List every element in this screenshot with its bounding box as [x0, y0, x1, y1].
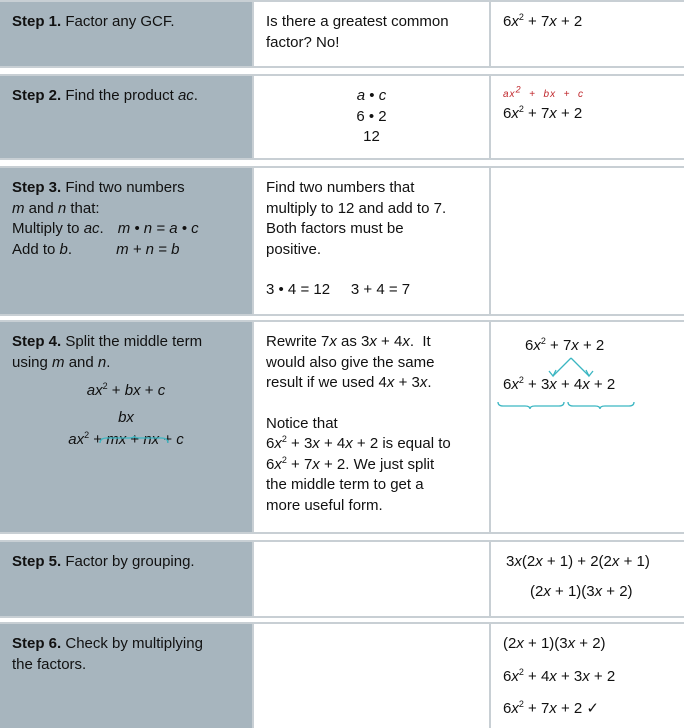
step-4-example-cell	[491, 322, 684, 532]
step-3-example-cell	[491, 168, 684, 314]
step-2-row	[0, 74, 684, 160]
step-6-row	[0, 622, 684, 728]
step-1-explanation-line: factor? No!	[266, 33, 340, 51]
step-3-explanation-cell	[252, 168, 491, 314]
step-3-line-2: m and n that:	[12, 199, 100, 217]
step-3-line-3: Multiply to ac. m • n = a • c	[12, 220, 199, 237]
step-4-row	[0, 320, 684, 534]
step-2-expression: $6x^2 + 7x + 2$	[503, 104, 583, 122]
step-6-text-2: the factors.	[12, 655, 87, 673]
step-6-result: $6x^2 + 7x + 2$ ✓	[503, 699, 599, 717]
step-1-text: Factor any GCF.	[65, 13, 175, 30]
checkmark-icon: ✓	[586, 700, 599, 717]
step-4-bx-label: bx	[118, 408, 134, 426]
step-1-label-cell	[0, 2, 252, 66]
step-6-label-cell	[0, 624, 252, 728]
step-2-product-expr: a • c	[356, 87, 387, 104]
step-5-factored-expression: (2x + 1)(3x + 2)	[530, 582, 633, 600]
step-3-explanation-line: multiply to 12 and add to 7.	[266, 199, 447, 217]
step-3-number: Step 3.	[12, 179, 62, 196]
step-5-label-cell	[0, 542, 252, 616]
step-4-explanation-line: result if we used 4x + 3x.	[266, 374, 432, 391]
step-6-number: Step 6.	[12, 635, 62, 652]
step-6-factors: (2x + 1)(3x + 2)	[503, 635, 606, 652]
step-4-explanation-line: Rewrite 7x as 3x + 4x. It	[266, 333, 431, 350]
step-3-row	[0, 166, 684, 316]
step-4-general-form: $ax^2$ + bx + c	[86, 381, 166, 399]
step-5-explanation-cell	[252, 542, 491, 616]
step-4-explanation-line: would also give the same	[266, 353, 435, 371]
step-4-brace-icon	[99, 436, 169, 444]
step-1-explanation-cell	[252, 2, 491, 66]
step-4-explanation-cell	[252, 322, 491, 532]
step-3-label-cell	[0, 168, 252, 314]
step-4-split-arrows-icon	[541, 356, 601, 378]
step-4-explanation-line: Notice that	[266, 414, 338, 432]
step-2-explanation-cell	[252, 76, 491, 158]
step-2-product-values: 6 • 2	[356, 107, 387, 125]
step-2-label-cell: Step 2. Find the product ac.	[0, 76, 252, 158]
step-2-variable: ac	[177, 87, 194, 104]
step-3-line-4: Add to b. m + n = b	[12, 240, 180, 258]
step-4-explanation-line: more useful form.	[266, 496, 383, 514]
step-4-original-expression: $6x^2 + 7x + 2$	[525, 336, 605, 354]
step-5-example-cell	[491, 542, 684, 616]
step-3-text: Find two numbers	[65, 179, 185, 196]
step-4-explanation-line: the middle term to get a	[266, 476, 424, 493]
step-4-split-form: $ax^2$ + mx + nx + c	[68, 430, 184, 448]
step-5-number: Step 5.	[12, 553, 62, 570]
step-4-grouping-brace-icon	[497, 400, 637, 410]
step-1-number: Step 1.	[12, 13, 62, 30]
step-3-explanation-line: Find two numbers that	[266, 179, 415, 196]
step-6-text: Check by multiplying	[65, 635, 203, 652]
step-2-product-result: 12	[363, 128, 380, 145]
step-1-example-cell	[491, 2, 684, 66]
step-6-expanded: $6x^2 + 4x + 3x + 2$	[503, 666, 616, 685]
step-4-split-expression: $6x^2 + 3x + 4x + 2$	[503, 374, 616, 393]
step-2-template-expr: $ax^2$ + bx + c	[503, 84, 585, 100]
step-1-expression: $6x^2 + 7x + 2$	[503, 12, 583, 30]
step-6-explanation-cell	[252, 624, 491, 728]
step-4-text: Split the middle term	[65, 333, 203, 350]
step-3-explanation-line: positive.	[266, 240, 322, 258]
step-1-explanation-line: Is there a greatest common	[266, 13, 449, 30]
step-3-numbers: 3 • 4 = 12 3 + 4 = 7	[266, 281, 411, 298]
step-4-explanation-line: $6x^2 + 7x + 2$. We just split	[266, 454, 435, 473]
step-4-line-2: using m and n.	[12, 353, 111, 371]
step-5-text: Factor by grouping.	[65, 553, 195, 570]
step-2-text: Find the product	[65, 87, 178, 104]
step-2-number: Step 2.	[12, 87, 62, 104]
step-4-number: Step 4.	[12, 333, 62, 350]
step-3-explanation-line: Both factors must be	[266, 220, 404, 237]
step-2-example-cell	[491, 76, 684, 158]
step-5-row	[0, 540, 684, 618]
step-4-explanation-line: $6x^2 + 3x + 4x + 2$ is equal to	[266, 434, 451, 452]
step-4-label-cell	[0, 322, 252, 532]
step-5-grouped-expression: 3x(2x + 1) + 2(2x + 1)	[506, 553, 650, 570]
step-1-row	[0, 0, 684, 68]
step-6-example-cell	[491, 624, 684, 728]
